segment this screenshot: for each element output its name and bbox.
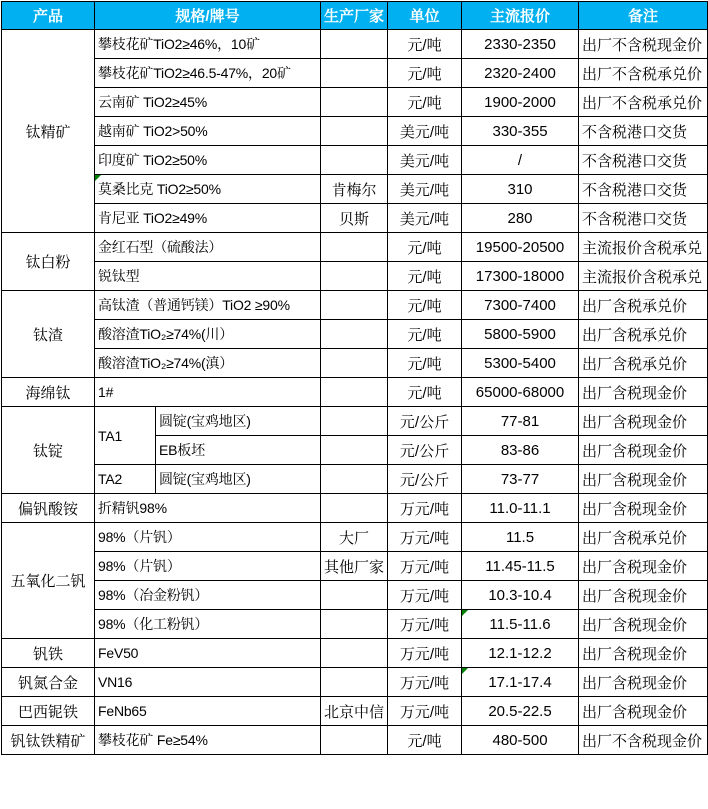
product-cell [2,30,95,233]
note-cell-text: 不含税港口交货 [582,181,688,199]
note-cell-text: 出厂含税现金价 [582,703,688,721]
grade-cell [95,407,156,465]
price-cell [462,407,579,436]
manufacturer-cell [321,320,388,349]
spec-cell-text: 攀枝花矿TiO2≥46.5-47%，20矿 [98,65,291,81]
note-cell-text: 出厂含税承兑价 [582,355,688,373]
spec-cell-text: 越南矿 TiO2>50% [98,123,208,139]
unit-cell [388,552,462,581]
unit-cell [388,204,462,233]
comment-flag-icon [462,668,468,674]
product-cell-text: 偏钒酸铵 [17,500,78,518]
spec-cell [95,88,321,117]
price-cell-text: 77-81 [500,412,540,430]
note-cell [579,204,708,233]
manufacturer-cell [321,262,388,291]
spec-cell [95,320,321,349]
price-cell [462,233,579,262]
spec-cell-text: 金红石型（硫酸法） [98,239,223,255]
price-cell [462,581,579,610]
unit-cell-text: 万元/吨 [399,500,450,518]
unit-cell [388,146,462,175]
manufacturer-cell [321,88,388,117]
product-cell-text: 钒钛铁精矿 [10,732,86,750]
note-cell-text: 出厂含税承兑价 [582,529,688,547]
spec-cell-text: 98%（片钒） [98,558,181,574]
unit-cell-text: 美元/吨 [399,123,450,141]
note-cell [579,523,708,552]
note-cell-text: 出厂含税现金价 [582,384,688,402]
note-cell [579,30,708,59]
column-header-product: 产品 [2,2,95,30]
price-cell-text: 12.1-12.2 [488,644,552,662]
column-header-mfr: 生产厂家 [321,2,388,30]
manufacturer-cell [321,233,388,262]
product-cell-text: 钛渣 [32,326,63,344]
unit-cell [388,175,462,204]
spec-cell-text: FeV50 [98,645,139,661]
table-row [2,523,708,552]
note-cell-text: 不含税港口交货 [582,123,688,141]
table-row [2,465,708,494]
spec-cell [95,552,321,581]
note-cell-text: 出厂含税现金价 [582,500,688,518]
spec-cell [95,697,321,726]
unit-cell-text: 万元/吨 [399,587,450,605]
unit-cell [388,668,462,697]
note-cell [579,349,708,378]
spec-cell [156,465,321,494]
price-cell-text: 11.5-11.6 [489,615,551,633]
spec-cell-text: 98%（化工粉钒） [98,616,209,632]
unit-cell [388,320,462,349]
price-cell-text: 17.1-17.4 [488,673,552,691]
note-cell [579,494,708,523]
spec-cell [95,233,321,262]
note-cell-text: 出厂不含税承兑价 [582,94,703,112]
spec-cell [95,349,321,378]
note-cell-text: 不含税港口交货 [582,210,688,228]
price-cell [462,349,579,378]
spec-cell [95,291,321,320]
spec-cell [95,726,321,755]
product-cell [2,668,95,697]
note-cell [579,581,708,610]
product-cell [2,639,95,668]
product-cell-text: 钛精矿 [25,123,71,141]
spec-cell-text: 肯尼亚 TiO2≥49% [98,210,208,226]
note-cell-text: 出厂含税现金价 [582,442,688,460]
note-cell-text: 出厂含税承兑价 [582,297,688,315]
spec-cell-text: EB板坯 [159,442,205,458]
unit-cell [388,610,462,639]
note-cell-text: 出厂含税承兑价 [582,326,688,344]
unit-cell-text: 元/公斤 [399,442,450,460]
manufacturer-cell-text: 北京中信 [324,703,385,721]
manufacturer-cell [321,610,388,639]
table-row [2,30,708,59]
price-cell [462,146,579,175]
unit-cell [388,581,462,610]
grade-cell [95,465,156,494]
spec-cell [95,378,321,407]
column-header-price: 主流报价 [462,2,579,30]
price-cell [462,117,579,146]
unit-cell [388,494,462,523]
price-cell-text: 73-77 [500,470,540,488]
price-cell-text: 11.5 [505,528,535,546]
note-cell-text: 出厂含税现金价 [582,587,688,605]
product-cell-text: 钒氮合金 [17,674,78,692]
spec-cell-text: 酸溶渣TiO₂≥74%(川） [98,326,234,342]
spec-cell [95,117,321,146]
spec-cell [156,436,321,465]
unit-cell-text: 万元/吨 [399,674,450,692]
product-cell-text: 海绵钛 [25,384,71,402]
price-cell-text: 5800-5900 [484,325,556,343]
table-row [2,88,708,117]
unit-cell-text: 元/吨 [407,732,442,750]
price-cell [462,465,579,494]
table-row [2,233,708,262]
table-row [2,697,708,726]
price-cell-text: 7300-7400 [484,296,556,314]
table-row [2,639,708,668]
product-cell-text: 钛白粉 [25,254,71,271]
unit-cell [388,262,462,291]
spec-cell [95,146,321,175]
note-cell-text: 出厂含税现金价 [582,674,688,692]
unit-cell-text: 元/吨 [407,268,442,286]
price-cell-text: 480-500 [492,731,548,749]
note-cell-text: 出厂含税现金价 [582,471,688,489]
grade-cell-text: TA1 [98,427,123,444]
price-cell [462,552,579,581]
price-cell [462,30,579,59]
note-cell-text: 出厂不含税现金价 [582,732,703,750]
note-cell-text: 主流报价含税承兑 [582,268,703,286]
note-cell [579,436,708,465]
price-cell-text: 11.0-11.1 [489,499,551,517]
manufacturer-cell [321,494,388,523]
unit-cell [388,639,462,668]
product-cell [2,697,95,726]
table-row [2,349,708,378]
unit-cell [388,291,462,320]
price-cell-text: 11.45-11.5 [485,557,555,575]
table-row [2,59,708,88]
price-cell [462,726,579,755]
note-cell-text: 出厂不含税现金价 [582,36,703,54]
table-body [2,30,708,755]
product-cell-text: 钒铁 [32,645,63,663]
price-table [1,1,708,755]
unit-cell-text: 元/吨 [407,65,442,83]
note-cell [579,146,708,175]
spec-cell [95,668,321,697]
unit-cell-text: 万元/吨 [399,558,450,576]
note-cell [579,378,708,407]
spec-cell [95,30,321,59]
note-cell [579,320,708,349]
unit-cell-text: 元/公斤 [399,413,450,431]
note-cell [579,88,708,117]
manufacturer-cell [321,146,388,175]
manufacturer-cell [321,697,388,726]
price-cell [462,697,579,726]
note-cell [579,233,708,262]
manufacturer-cell [321,349,388,378]
price-cell-text: / [517,151,523,169]
unit-cell-text: 万元/吨 [399,529,450,547]
manufacturer-cell [321,523,388,552]
spec-cell-text: 锐钛型 [98,268,140,284]
manufacturer-cell [321,204,388,233]
unit-cell [388,117,462,146]
spec-cell [95,639,321,668]
unit-cell [388,523,462,552]
manufacturer-cell [321,668,388,697]
table-row [2,378,708,407]
product-cell-text: 五氧化二钒 [10,573,86,590]
price-cell-text: 10.3-10.4 [488,586,552,604]
manufacturer-cell [321,378,388,407]
unit-cell-text: 元/吨 [407,355,442,373]
note-cell [579,59,708,88]
note-cell [579,552,708,581]
table-row [2,262,708,291]
price-cell-text: 2320-2400 [484,64,556,82]
product-cell [2,494,95,523]
table-row [2,291,708,320]
note-cell [579,639,708,668]
price-cell-text: 2330-2350 [484,35,556,53]
price-cell [462,291,579,320]
spec-cell [95,523,321,552]
manufacturer-cell-text: 贝斯 [339,210,370,228]
spec-cell-text: 印度矿 TiO2≥50% [98,152,208,168]
unit-cell-text: 美元/吨 [399,210,450,228]
table-row [2,552,708,581]
manufacturer-cell [321,436,388,465]
manufacturer-cell [321,552,388,581]
note-cell [579,726,708,755]
price-cell [462,262,579,291]
note-cell-text: 出厂不含税承兑价 [582,65,703,83]
price-cell [462,88,579,117]
note-cell [579,610,708,639]
note-cell-text: 出厂含税现金价 [582,558,688,576]
manufacturer-cell [321,291,388,320]
spec-cell [95,204,321,233]
price-cell [462,204,579,233]
header-row [2,2,708,30]
note-cell [579,697,708,726]
unit-cell [388,30,462,59]
manufacturer-cell [321,581,388,610]
unit-cell-text: 美元/吨 [399,152,450,170]
spec-cell [95,494,321,523]
note-cell [579,668,708,697]
spec-cell-text: 攀枝花矿 Fe≥54% [98,732,208,748]
unit-cell-text: 万元/吨 [399,703,450,721]
manufacturer-cell [321,30,388,59]
spec-cell-text: 圆锭(宝鸡地区) [159,471,251,487]
spec-cell [95,581,321,610]
price-cell [462,523,579,552]
unit-cell [388,378,462,407]
note-cell [579,117,708,146]
product-cell-text: 钛锭 [32,442,63,460]
table-row [2,320,708,349]
manufacturer-cell [321,639,388,668]
column-header-note: 备注 [579,2,708,30]
product-cell [2,523,95,639]
price-cell-text: 310 [507,180,533,198]
price-cell [462,175,579,204]
table-row [2,204,708,233]
price-cell-text: 19500-20500 [475,238,565,256]
note-cell [579,291,708,320]
table-row [2,610,708,639]
unit-cell [388,88,462,117]
note-cell [579,175,708,204]
unit-cell-text: 元/吨 [407,94,442,112]
price-cell [462,436,579,465]
unit-cell [388,59,462,88]
unit-cell [388,349,462,378]
price-sheet [0,1,708,809]
price-cell-text: 330-355 [492,122,548,140]
unit-cell-text: 元/公斤 [399,471,450,489]
spec-cell-text: 98%（片钒） [98,529,181,545]
spec-cell-text: 高钛渣（普通钙镁）TiO2 ≥90% [98,297,290,313]
table-row [2,668,708,697]
manufacturer-cell-text: 其他厂家 [324,558,385,576]
spec-cell-text: VN16 [98,674,133,690]
product-cell [2,233,95,291]
unit-cell-text: 元/吨 [407,384,442,402]
unit-cell-text: 万元/吨 [399,616,450,634]
price-cell [462,494,579,523]
note-cell [579,407,708,436]
table-row [2,146,708,175]
spec-cell-text: 98%（冶金粉钒） [98,587,209,603]
price-cell [462,378,579,407]
unit-cell-text: 元/吨 [407,297,442,315]
price-cell-text: 83-86 [500,441,540,459]
spec-cell [95,175,321,204]
manufacturer-cell [321,59,388,88]
unit-cell [388,436,462,465]
note-cell-text: 出厂含税现金价 [582,413,688,431]
unit-cell-text: 元/吨 [407,239,442,257]
spec-cell-text: 莫桑比克 TiO2≥50% [98,181,221,197]
grade-cell-text: TA2 [98,471,123,487]
spec-cell-text: 折精钒98% [98,500,167,516]
spec-cell-text: 圆锭(宝鸡地区) [159,413,251,429]
column-header-unit: 单位 [388,2,462,30]
price-cell [462,320,579,349]
price-cell [462,639,579,668]
price-cell-text: 1900-2000 [484,93,556,111]
note-cell-text: 不含税港口交货 [582,152,688,170]
unit-cell [388,726,462,755]
note-cell [579,465,708,494]
manufacturer-cell-text: 大厂 [339,529,370,547]
note-cell-text: 主流报价含税承兑 [582,239,703,257]
price-cell-text: 5300-5400 [484,354,556,372]
unit-cell [388,697,462,726]
price-cell-text: 17300-18000 [475,267,565,285]
spec-cell [156,407,321,436]
unit-cell-text: 万元/吨 [399,645,450,663]
price-cell-text: 280 [507,209,533,227]
note-cell-text: 出厂含税现金价 [582,616,688,634]
table-row [2,581,708,610]
spec-cell-text: 攀枝花矿TiO2≥46%，10矿 [98,36,260,52]
table-row [2,407,708,436]
unit-cell [388,465,462,494]
manufacturer-cell-text: 肯梅尔 [331,181,377,199]
column-header-spec: 规格/牌号 [95,2,321,30]
unit-cell-text: 元/吨 [407,36,442,54]
manufacturer-cell [321,175,388,204]
product-cell [2,726,95,755]
table-row [2,726,708,755]
spec-cell [95,59,321,88]
product-cell-text: 巴西铌铁 [17,703,78,721]
spec-cell [95,262,321,291]
unit-cell-text: 美元/吨 [399,181,450,199]
table-row [2,494,708,523]
table-row [2,175,708,204]
note-cell-text: 出厂含税现金价 [582,645,688,663]
price-cell [462,610,579,639]
manufacturer-cell [321,117,388,146]
manufacturer-cell [321,407,388,436]
comment-flag-icon [95,175,101,181]
unit-cell [388,233,462,262]
spec-cell-text: 云南矿 TiO2≥45% [98,94,208,110]
unit-cell [388,407,462,436]
spec-cell-text: FeNb65 [98,703,147,719]
spec-cell-text: 1# [98,384,114,400]
spec-cell-text: 酸溶渣TiO₂≥74%(滇） [98,355,234,371]
price-cell [462,668,579,697]
price-cell [462,59,579,88]
spec-cell [95,610,321,639]
product-cell [2,378,95,407]
product-cell [2,407,95,494]
note-cell [579,262,708,291]
price-cell-text: 20.5-22.5 [488,702,552,720]
unit-cell-text: 元/吨 [407,326,442,344]
price-cell-text: 65000-68000 [475,383,565,401]
comment-flag-icon [462,610,468,616]
product-cell [2,291,95,378]
table-row [2,117,708,146]
manufacturer-cell [321,465,388,494]
manufacturer-cell [321,726,388,755]
